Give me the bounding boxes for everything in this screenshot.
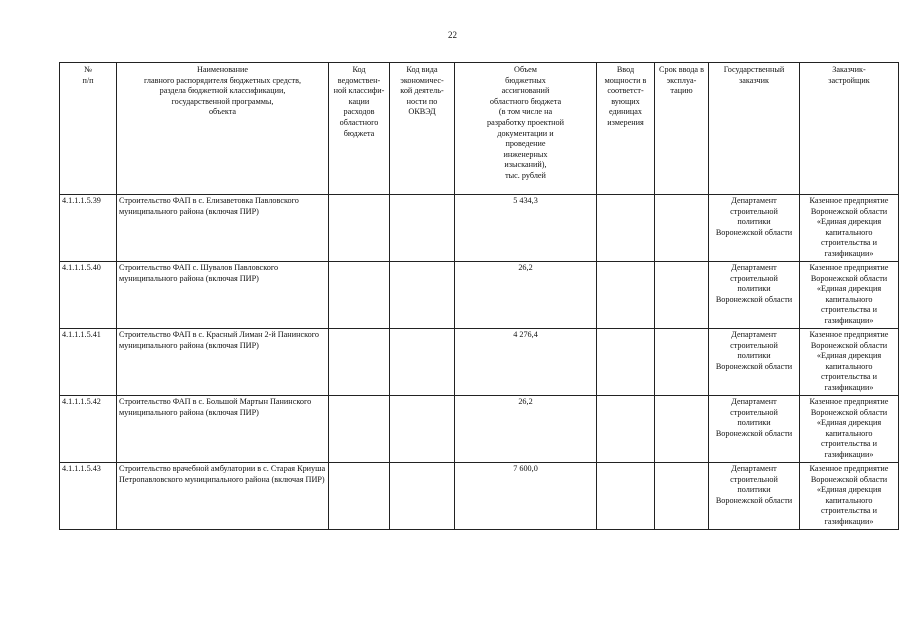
commissioning-term-cell (655, 396, 709, 463)
col-capacity-header: Ввод мощности в соответст- вующих единицах измерения (597, 63, 655, 195)
commissioning-term-cell (655, 329, 709, 396)
table-body (60, 195, 899, 530)
col-name-header: Наименование главного распорядителя бюджетных средств, раздела бюджетной классификации, государственной программы, объекта (117, 63, 329, 195)
state-customer-cell: Департамент строительной политики Воронежской области (709, 195, 800, 262)
object-name-cell: Строительство врачебной амбулатории в с. Старая Криуша Петропавловского муниципального района (включая ПИР) (117, 463, 329, 530)
developer-cell: Казенное предприятие Воронежской области «Единая дирекция капитального строительства и газификации» (800, 396, 899, 463)
object-name-cell: Строительство ФАП в с. Елизаветовка Павловского муниципального района (включая ПИР) (117, 195, 329, 262)
table-header (60, 63, 899, 195)
capacity-cell (597, 396, 655, 463)
table-row (60, 262, 899, 329)
amount-cell: 5 434,3 (455, 195, 597, 262)
object-name-cell: Строительство ФАП с. Шувалов Павловского муниципального района (включая ПИР) (117, 262, 329, 329)
state-customer-cell: Департамент строительной политики Воронежской области (709, 329, 800, 396)
okved-code-cell (390, 329, 455, 396)
table-row (60, 195, 899, 262)
capacity-cell (597, 195, 655, 262)
okved-code-cell (390, 396, 455, 463)
budget-table (59, 62, 899, 530)
okved-code-cell (390, 262, 455, 329)
budget-code-cell (329, 329, 390, 396)
object-name-cell: Строительство ФАП в с. Большой Мартын Панинского муниципального района (включая ПИР) (117, 396, 329, 463)
header-row (60, 63, 899, 195)
col-term-header: Срок ввода в эксплуа- тацию (655, 63, 709, 195)
okved-code-cell (390, 463, 455, 530)
row-number-cell: 4.1.1.1.5.39 (60, 195, 117, 262)
row-number-cell: 4.1.1.1.5.41 (60, 329, 117, 396)
amount-cell: 7 600,0 (455, 463, 597, 530)
capacity-cell (597, 463, 655, 530)
commissioning-term-cell (655, 262, 709, 329)
developer-cell: Казенное предприятие Воронежской области «Единая дирекция капитального строительства и газификации» (800, 463, 899, 530)
col-budget-code-header: Код ведомствен- ной классифи- кации расходов областного бюджета (329, 63, 390, 195)
capacity-cell (597, 329, 655, 396)
developer-cell: Казенное предприятие Воронежской области «Единая дирекция капитального строительства и газификации» (800, 195, 899, 262)
developer-cell: Казенное предприятие Воронежской области «Единая дирекция капитального строительства и газификации» (800, 262, 899, 329)
state-customer-cell: Департамент строительной политики Воронежской области (709, 262, 800, 329)
commissioning-term-cell (655, 463, 709, 530)
state-customer-cell: Департамент строительной политики Воронежской области (709, 396, 800, 463)
page-number: 22 (448, 30, 457, 40)
table-row (60, 329, 899, 396)
commissioning-term-cell (655, 195, 709, 262)
capacity-cell (597, 262, 655, 329)
budget-code-cell (329, 396, 390, 463)
col-developer-header: Заказчик- застройщик (800, 63, 899, 195)
col-okved-code-header: Код вида экономичес- кой деятель- ности по ОКВЭД (390, 63, 455, 195)
budget-code-cell (329, 195, 390, 262)
row-number-cell: 4.1.1.1.5.42 (60, 396, 117, 463)
amount-cell: 26,2 (455, 396, 597, 463)
okved-code-cell (390, 195, 455, 262)
amount-cell: 4 276,4 (455, 329, 597, 396)
budget-code-cell (329, 463, 390, 530)
object-name-cell: Строительство ФАП в с. Красный Лиман 2-й Панинского муниципального района (включая ПИР) (117, 329, 329, 396)
row-number-cell: 4.1.1.1.5.43 (60, 463, 117, 530)
budget-code-cell (329, 262, 390, 329)
developer-cell: Казенное предприятие Воронежской области «Единая дирекция капитального строительства и газификации» (800, 329, 899, 396)
col-amount-header: Объем бюджетных ассигнований областного бюджета (в том числе на разработку проектной документации и проведение инженерных изысканий), тыс. рублей (455, 63, 597, 195)
state-customer-cell: Департамент строительной политики Воронежской области (709, 463, 800, 530)
col-state-customer-header: Государственный заказчик (709, 63, 800, 195)
table-row (60, 463, 899, 530)
table-row (60, 396, 899, 463)
col-number-header: № п/п (60, 63, 117, 195)
amount-cell: 26,2 (455, 262, 597, 329)
row-number-cell: 4.1.1.1.5.40 (60, 262, 117, 329)
